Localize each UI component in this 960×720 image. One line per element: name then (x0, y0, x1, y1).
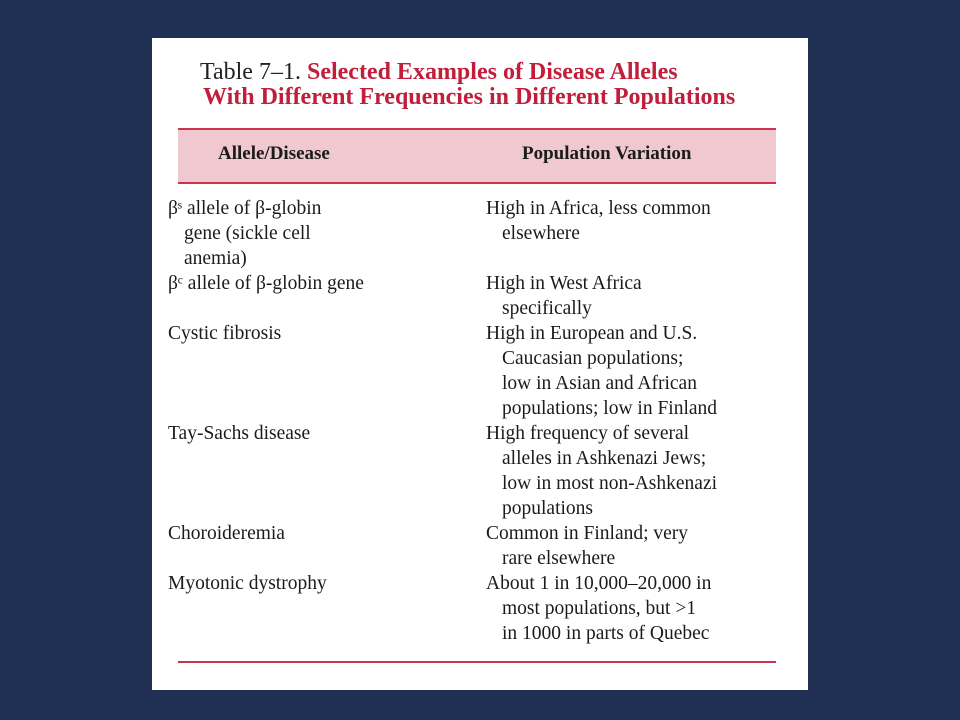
cell-line: High in West Africa (486, 273, 642, 294)
cell-line: βˢ allele of β-globin (168, 198, 322, 219)
cell-line: most populations, but >1 (502, 598, 697, 619)
cell-allele-disease (168, 521, 486, 571)
column-header-allele-disease: Allele/Disease (218, 143, 330, 164)
table-header (178, 128, 776, 184)
cell-line: low in Asian and African (502, 373, 697, 394)
table-bottom-rule (178, 661, 776, 663)
cell-line: Choroideremia (168, 523, 285, 544)
cell-line: Caucasian populations; (502, 348, 684, 369)
table-row (168, 571, 788, 646)
cell-line: elsewhere (502, 223, 580, 244)
cell-population-variation (486, 571, 786, 646)
cell-allele-disease (168, 321, 486, 421)
cell-line: Common in Finland; very (486, 523, 689, 544)
cell-population-variation (486, 271, 786, 321)
table-caption-line-1: Selected Examples of Disease Alleles (306, 59, 678, 85)
table-row (168, 321, 788, 421)
cell-allele-disease (168, 571, 486, 646)
cell-line: About 1 in 10,000–20,000 in (486, 573, 712, 594)
table-title (200, 60, 800, 110)
cell-allele-disease (168, 421, 486, 521)
cell-line: low in most non-Ashkenazi (502, 473, 718, 494)
cell-allele-disease (168, 271, 486, 321)
cell-population-variation (486, 421, 786, 521)
table-row (168, 196, 788, 271)
cell-line: specifically (502, 298, 592, 319)
cell-line: populations (502, 498, 593, 519)
table-row (168, 271, 788, 321)
cell-line: Tay-Sachs disease (168, 423, 311, 444)
table-body (168, 196, 788, 646)
table-row (168, 421, 788, 521)
cell-line: alleles in Ashkenazi Jews; (502, 448, 707, 469)
cell-population-variation (486, 521, 786, 571)
column-header-population-variation: Population Variation (522, 143, 692, 164)
cell-line: in 1000 in parts of Quebec (502, 623, 710, 644)
cell-line: High frequency of several (486, 423, 690, 444)
cell-line: High in European and U.S. (486, 323, 698, 344)
cell-population-variation (486, 321, 786, 421)
cell-line: gene (sickle cell (184, 223, 311, 244)
cell-line: Myotonic dystrophy (168, 573, 327, 594)
cell-population-variation (486, 196, 786, 271)
cell-line: populations; low in Finland (502, 398, 718, 419)
cell-line: βᶜ allele of β-globin gene (168, 273, 364, 294)
table-caption-line-2: With Different Frequencies in Different Populations (203, 84, 736, 110)
cell-line: rare elsewhere (502, 548, 616, 569)
cell-line: anemia) (184, 248, 247, 269)
cell-allele-disease (168, 196, 486, 271)
document-page (152, 38, 808, 690)
cell-line: High in Africa, less common (486, 198, 711, 219)
table-number: Table 7–1. (200, 59, 301, 85)
table-row (168, 521, 788, 571)
cell-line: Cystic fibrosis (168, 323, 282, 344)
